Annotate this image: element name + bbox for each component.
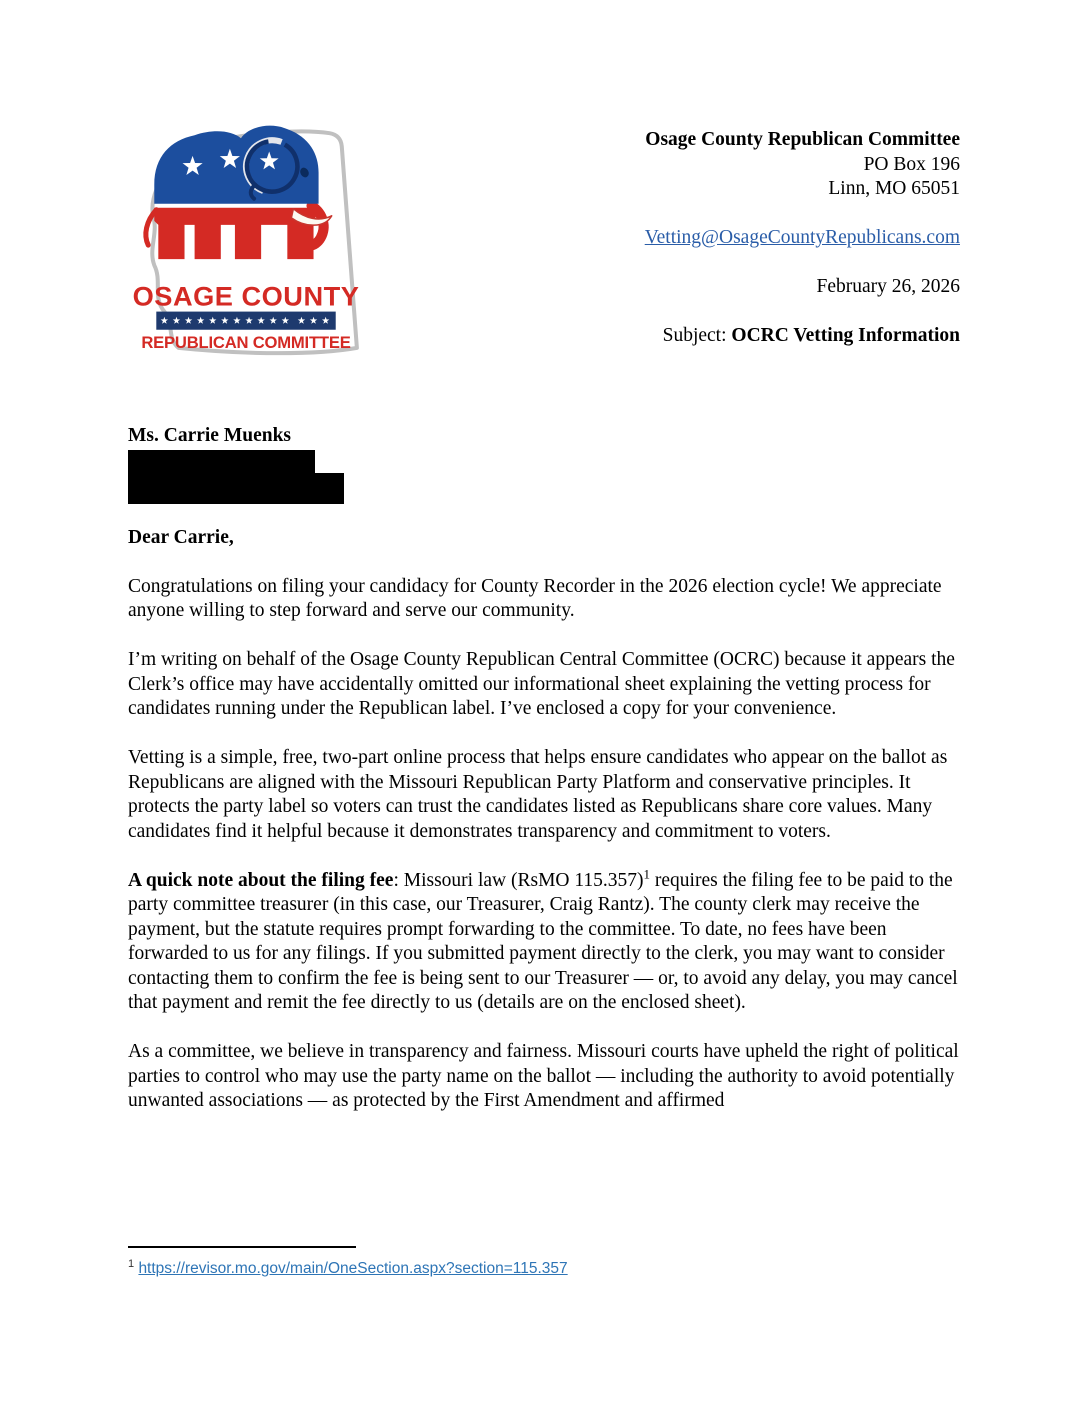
committee-logo: [126, 110, 364, 364]
footnote-separator: [128, 1246, 356, 1248]
logo-org-name: OSAGE COUNTY: [132, 280, 360, 312]
paragraph-congratulations: Congratulations on filing your candidacy for County Recorder in the 2026 election cycle! We appreciate anyone willing to step forward and serve our community.: [128, 575, 942, 621]
header-address-line2: Linn, MO 65051: [828, 178, 960, 199]
footnote-statute-link[interactable]: https://revisor.mo.gov/main/OneSection.aspx?section=115.357: [138, 1260, 568, 1277]
salutation: Dear Carrie,: [128, 526, 234, 548]
redaction-bar-1: [128, 450, 315, 473]
redaction-bar-2: [128, 473, 344, 504]
logo-star-banner: [156, 312, 335, 330]
header-org-name: Osage County Republican Committee: [645, 129, 960, 150]
paragraph-filing-fee: [128, 866, 961, 1016]
committee-logo-graphic: [126, 110, 364, 364]
subject-line: [490, 324, 960, 349]
vetting-email-link[interactable]: Vetting@OsageCountyRepublicans.com: [644, 227, 960, 248]
letterhead-block: [490, 128, 960, 349]
subject-value: OCRC Vetting Information: [731, 325, 960, 346]
letter-date: February 26, 2026: [816, 276, 960, 297]
header-address-line1: PO Box 196: [863, 153, 960, 175]
subject-label: Subject:: [662, 325, 732, 346]
letter-body: [128, 424, 961, 1114]
logo-org-subtitle: REPUBLICAN COMMITTEE: [141, 332, 351, 352]
elephant-icon: [146, 126, 332, 259]
footnote-marker: 1: [128, 1257, 135, 1270]
footnote-reference-1: 1: [643, 866, 651, 881]
paragraph-transparency: As a committee, we believe in transparency and fairness. Missouri courts have upheld the right of political parties to control who may use the party name on the ballot — including the authority to avoid potentially unwanted associations — as protected by the First Amendment and affirmed: [128, 1041, 959, 1111]
filing-fee-statute: : Missouri law (RsMO 115.357): [393, 869, 644, 891]
paragraph-writing-on-behalf: I’m writing on behalf of the Osage County Republican Central Committee (OCRC) because it appears the Clerk’s office may have accidentally omitted our informational sheet explaining the vetting process for candidates running under the Republican label. I’ve enclosed a copy for your convenience.: [128, 649, 955, 719]
filing-fee-rest: requires the filing fee to be paid to the party committee treasurer (in this case, our Treasurer, Craig Rantz). The county clerk may receive the payment, but the statute requires prompt forwarding to the committee. To date, no fees have been forwarded to us for any filings. If you submitted payment directly to the clerk, you may want to consider contacting them to confirm the fee is being sent to our Treasurer — or, to avoid any delay, you may cancel that payment and remit the fee directly to us (details are on the enclosed sheet).: [128, 869, 958, 1013]
redacted-address-block: [128, 450, 961, 504]
filing-fee-lead: A quick note about the filing fee: [128, 869, 394, 891]
paragraph-vetting-process: Vetting is a simple, free, two-part online process that helps ensure candidates who appear on the ballot as Republicans are aligned with the Missouri Republican Party Platform and conservative principles. It protects the party label so voters can trust the candidates listed as Republicans share core values. Many candidates find it helpful because it demonstrates transparency and commitment to voters.: [128, 747, 948, 842]
recipient-name: Ms. Carrie Muenks: [128, 425, 292, 446]
footnote: [128, 1259, 568, 1279]
